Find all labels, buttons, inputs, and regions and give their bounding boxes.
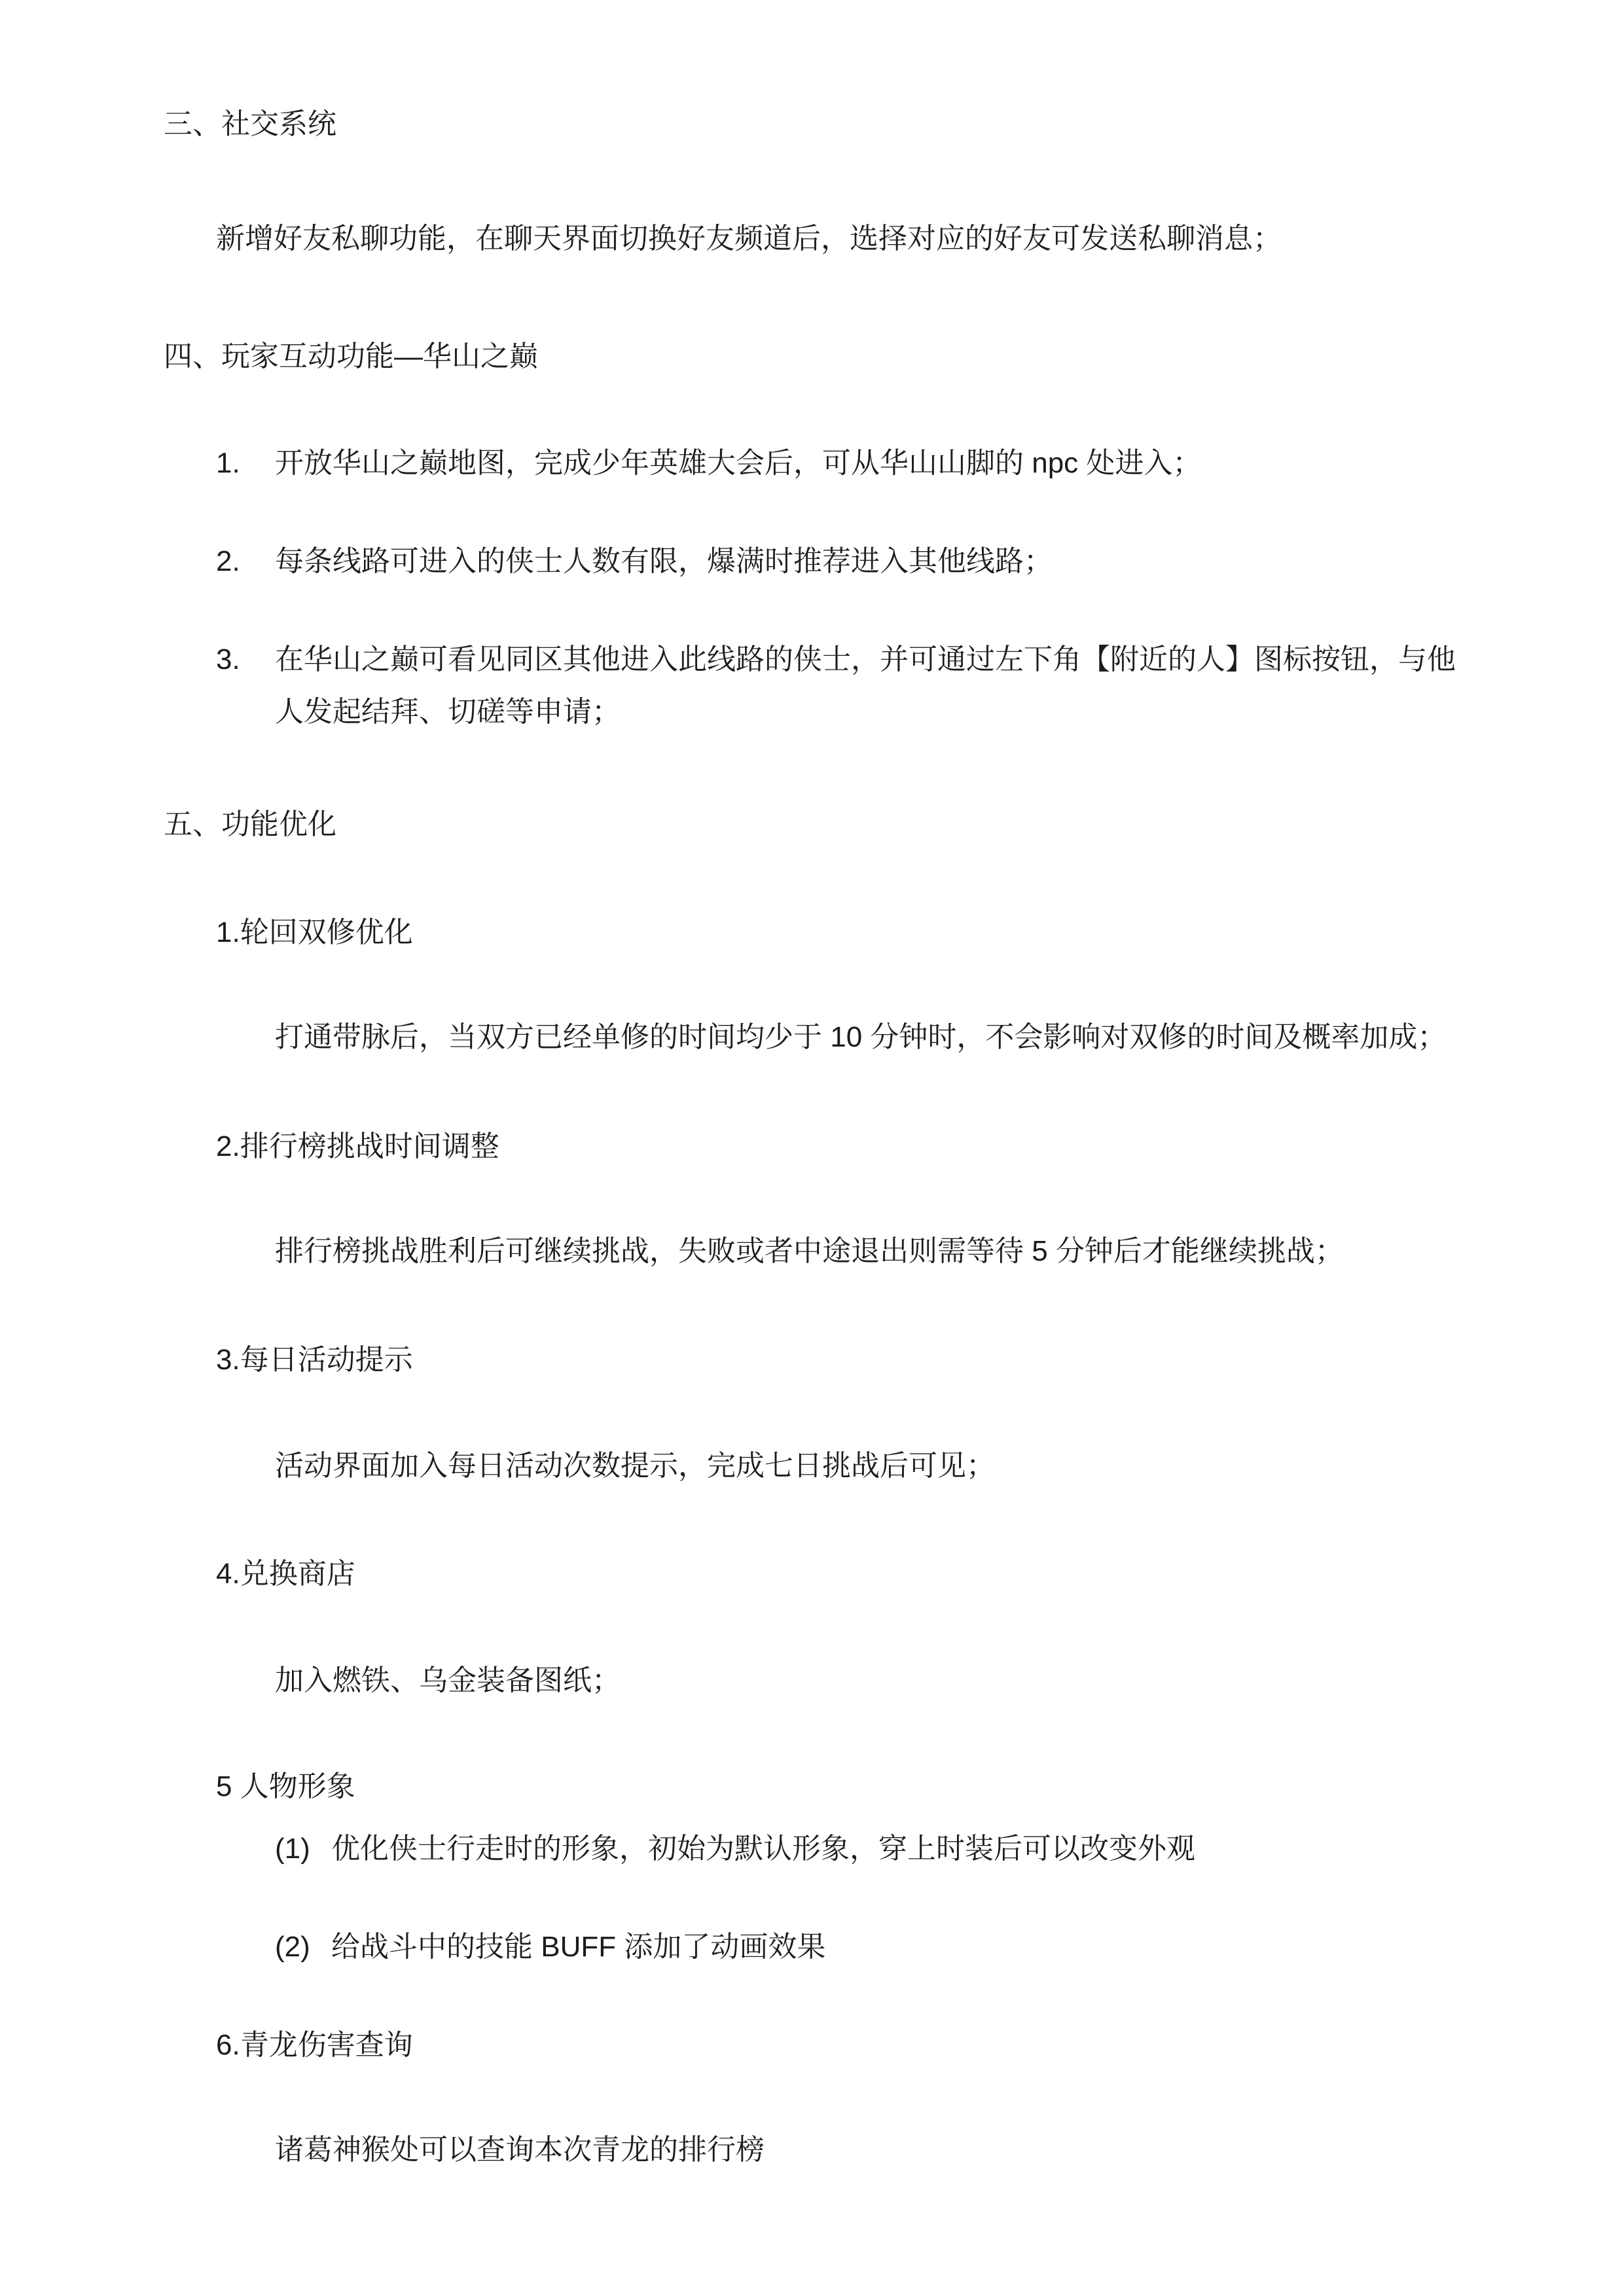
subsection-body-daily-activity: 活动界面加入每日活动次数提示，完成七日挑战后可见； bbox=[275, 1450, 995, 1482]
section-heading-player-interaction: 四、玩家互动功能—华山之巅 bbox=[164, 340, 538, 372]
list-item-text: 给战斗中的技能 BUFF 添加了动画效果 bbox=[331, 1931, 826, 1963]
subsection-body-exchange-shop: 加入燃铁、乌金装备图纸； bbox=[275, 1664, 621, 1696]
section-heading-feature-optimization: 五、功能优化 bbox=[164, 808, 336, 840]
list-item-text: 优化侠士行走时的形象，初始为默认形象，穿上时装后可以改变外观 bbox=[331, 1833, 1195, 1865]
list-item-nearby-players bbox=[216, 634, 1460, 738]
list-item-walking-appearance bbox=[275, 1823, 1460, 1875]
list-item-text: 每条线路可进入的侠士人数有限，爆满时推荐进入其他线路； bbox=[275, 545, 1053, 577]
list-item-line-capacity bbox=[216, 535, 1460, 588]
subsection-title-exchange-shop: 4.兑换商店 bbox=[216, 1558, 355, 1590]
subsection-title-character-appearance: 5 人物形象 bbox=[216, 1770, 355, 1803]
section-heading-social-system: 三、社交系统 bbox=[164, 108, 336, 140]
subsection-title-qinglong-damage-query: 6.青龙伤害查询 bbox=[216, 2029, 413, 2061]
list-item-text: 开放华山之巅地图，完成少年英雄大会后，可从华山山脚的 npc 处进入； bbox=[275, 447, 1202, 479]
list-item-number: 1. bbox=[216, 447, 240, 479]
subsection-body-dual-cultivation: 打通带脉后，当双方已经单修的时间均少于 10 分钟时，不会影响对双修的时间及概率加成； bbox=[275, 1021, 1447, 1053]
paragraph-social-private-chat: 新增好友私聊功能，在聊天界面切换好友频道后，选择对应的好友可发送私聊消息； bbox=[216, 223, 1282, 255]
subsection-body-qinglong-damage-query: 诸葛神猴处可以查询本次青龙的排行榜 bbox=[275, 2134, 765, 2166]
list-item-text: 在华山之巅可看见同区其他进入此线路的侠士，并可通过左下角【附近的人】图标按钮，与他人发起结拜、切磋等申请； bbox=[275, 643, 1456, 728]
subsection-body-ranking-challenge: 排行榜挑战胜利后可继续挑战，失败或者中途退出则需等待 5 分钟后才能继续挑战； bbox=[275, 1235, 1344, 1267]
list-item-number: (2) bbox=[275, 1931, 310, 1963]
subsection-title-dual-cultivation: 1.轮回双修优化 bbox=[216, 916, 413, 948]
list-item-number: 2. bbox=[216, 545, 240, 577]
list-item-huashan-map bbox=[216, 437, 1460, 490]
list-item-number: (1) bbox=[275, 1833, 310, 1865]
list-item-number: 3. bbox=[216, 643, 240, 675]
list-item-skill-buff-animation bbox=[275, 1921, 1460, 1973]
document-content bbox=[0, 105, 1624, 2176]
subsection-title-daily-activity: 3.每日活动提示 bbox=[216, 1344, 413, 1376]
subsection-title-ranking-challenge: 2.排行榜挑战时间调整 bbox=[216, 1130, 499, 1162]
